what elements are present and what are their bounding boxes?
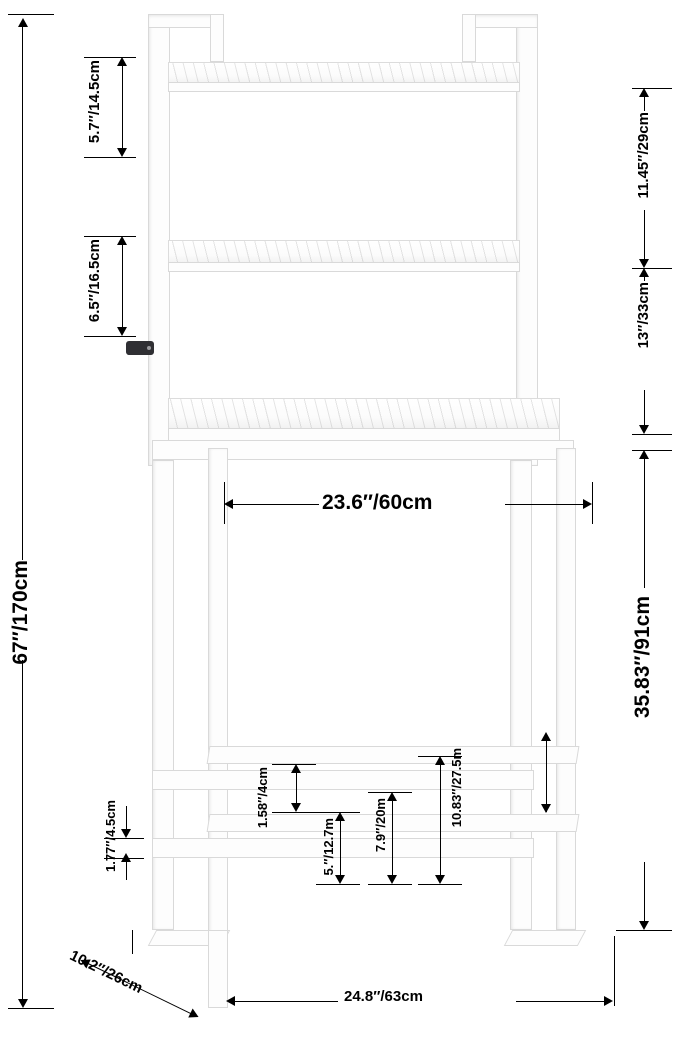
tier-upper-arrow-down [639,259,649,268]
spacing-mid-tick-bottom [368,884,412,885]
spacing-large-tick-bottom [418,884,462,885]
rail-thickness-arrow-up [121,853,131,862]
knob-dot [147,346,151,350]
top-clearance-arrow-up [117,57,127,66]
leg-back-right [556,448,576,930]
inner-width-line-right [505,504,587,505]
under-height-tick-top [632,450,672,451]
top-frame-right-inner [462,14,476,62]
total-height-line-2 [22,660,23,1000]
top-clearance-arrow-down [117,148,127,157]
tier-lower-label: 13″/33cm [635,282,652,349]
total-height-arrow-top [18,18,28,27]
spacing-mid-arrow-down [387,875,397,884]
total-height-arrow-bottom [18,999,28,1008]
second-clearance-arrow-down [117,327,127,336]
spacing-mid-arrow-up [387,792,397,801]
bottom-rail-upper [152,770,534,790]
depth-label: 10.2″/26cm [66,947,146,997]
rail-gap-arrow-down [291,803,301,812]
spacing-mid-line [392,797,393,879]
spacing-small-arrow-up [335,812,345,821]
inner-width-tick-right [592,482,593,524]
tier-lower-line-b [644,390,645,429]
rail-thickness-arrow-down [121,829,131,838]
rail-thickness-line-b [126,862,127,880]
tier-upper-arrow-up [639,88,649,97]
shelf-edge-2 [168,262,520,272]
tier-upper-line-b [644,210,645,263]
total-width-label: 24.8″/63cm [344,988,423,1005]
depth-bar-right [504,930,587,946]
total-width-tick-right [614,936,615,1006]
spacing-small-label: 5.″/12.7m [321,818,336,876]
under-height-line-a [644,456,645,588]
leg-back-left [208,448,228,1008]
under-height-label: 35.83″/91cm [631,596,654,719]
rail-gap-arrow-up [291,764,301,773]
inner-width-label: 23.6″/60cm [322,491,433,514]
bottom-rail-upper-back [207,746,580,764]
under-height-tick-bottom [616,930,672,931]
top-clearance-line [122,62,123,150]
spacing-small-line [340,817,341,879]
total-width-arrow-left [226,996,235,1006]
total-height-tick-top [8,14,54,15]
tier-upper-label: 11.45″/29cm [635,112,652,199]
rail-thickness-label: 1.77″/4.5cm [103,800,118,873]
leg-front-left [152,460,174,930]
cam-lock-knob [126,341,154,355]
inner-width-arrow-right [583,499,592,509]
total-width-arrow-right [604,996,613,1006]
lower-span-arrow-up [541,732,551,741]
rail-gap-line [296,769,297,807]
spacing-large-line [440,761,441,879]
spacing-large-arrow-up [435,756,445,765]
second-clearance-arrow-up [117,236,127,245]
second-clearance-line [122,241,123,329]
spacing-small-tick-bottom [316,884,360,885]
depth-tick-top [132,930,133,954]
top-clearance-tick-top [84,57,136,58]
second-clearance-tick-bottom [84,336,136,337]
total-height-tick-bottom [8,1008,54,1009]
second-clearance-tick-top [84,236,136,237]
rail-gap-label: 1.58″/4cm [255,767,270,829]
spacing-small-arrow-down [335,875,345,884]
spacing-large-label: 10.83″/27.5m [449,748,464,828]
tier-upper-tick-top [632,88,672,89]
rail-gap-tick-bottom [272,812,316,813]
top-frame-left-inner [210,14,224,62]
total-height-line [22,26,23,560]
tier-lower-arrow-up [639,268,649,277]
top-clearance-label: 5.7″/14.5cm [86,60,103,144]
left-upright [148,14,170,466]
lower-span-line [546,740,547,812]
depth-arrow-right [188,1009,200,1022]
total-height-label: 67″/170cm [9,560,32,665]
spacing-mid-label: 7.9″/20m [373,798,388,852]
bottom-rail-lower [152,838,534,858]
inner-width-arrow-left [224,499,233,509]
total-width-line-left [234,1001,338,1002]
total-width-line-right [516,1001,608,1002]
inner-width-line-left [229,504,319,505]
shelf-edge-1 [168,82,520,92]
under-height-arrow-up [639,450,649,459]
lower-span-arrow-down [541,804,551,813]
leg-front-right [510,460,532,930]
spacing-large-arrow-down [435,875,445,884]
leg-foot-left-back [208,930,228,1008]
second-clearance-label: 6.5″/16.5cm [86,239,103,323]
tier-lower-tick-bottom [632,434,672,435]
tier-upper-tick-bottom [632,268,672,269]
top-clearance-tick-bottom [84,157,136,158]
under-height-line-b [644,862,645,925]
under-height-arrow-down [639,921,649,930]
tier-lower-arrow-down [639,425,649,434]
